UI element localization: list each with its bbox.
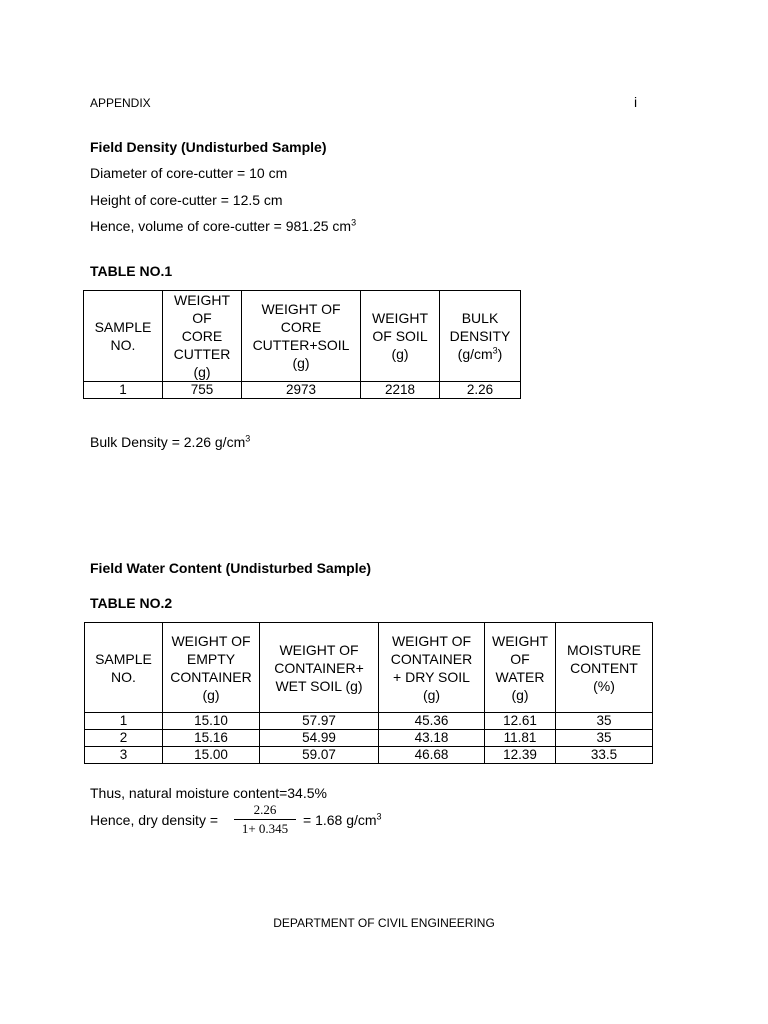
t1-header-core-cutter-weight: WEIGHT OF CORE CUTTER (g): [163, 291, 242, 382]
t1-cell: 1: [84, 382, 163, 399]
volume-line: Hence, volume of core-cutter = 981.25 $cm^3$: [90, 217, 357, 234]
t2-cell: 46.68: [379, 747, 485, 764]
fraction-bar: [234, 819, 296, 820]
header-appendix: APPENDIX: [90, 96, 151, 110]
t1-header-bulk-density: BULK DENSITY $(g/cm^3)$: [440, 291, 521, 382]
t2-cell: 1: [85, 713, 163, 730]
t2-cell: 43.18: [379, 730, 485, 747]
t2-cell: 59.07: [260, 747, 379, 764]
dry-density-prefix: Hence, dry density =: [90, 812, 219, 828]
t2-cell: 35: [556, 730, 653, 747]
t2-cell: 15.00: [163, 747, 260, 764]
diameter-line: Diameter of core-cutter = 10 cm: [90, 165, 288, 181]
t1-cell: 2218: [361, 382, 440, 399]
t2-cell: 12.39: [485, 747, 556, 764]
table-row: [85, 713, 653, 730]
table-row: [84, 382, 521, 399]
t2-cell: 15.16: [163, 730, 260, 747]
table-2: [84, 622, 653, 764]
t1-header-soil-weight: WEIGHT OF SOIL (g): [361, 291, 440, 382]
t2-cell: 15.10: [163, 713, 260, 730]
t2-header-water-weight: WEIGHT OF WATER (g): [485, 623, 556, 713]
t2-cell: 2: [85, 730, 163, 747]
section2-title: Field Water Content (Undisturbed Sample): [90, 560, 372, 576]
table1-title: TABLE NO.1: [90, 263, 173, 279]
t2-header-sample-no: SAMPLE NO.: [85, 623, 163, 713]
t2-cell: 57.97: [260, 713, 379, 730]
table2-title: TABLE NO.2: [90, 595, 173, 611]
table-1: [83, 290, 521, 399]
footer-department: DEPARTMENT OF CIVIL ENGINEERING: [273, 916, 495, 930]
section1-title: Field Density (Undisturbed Sample): [90, 139, 327, 155]
t2-cell: 35: [556, 713, 653, 730]
height-line: Height of core-cutter = 12.5 cm: [90, 192, 283, 208]
fraction-denominator: 1+ 0.345: [241, 821, 289, 836]
natural-moisture-line: Thus, natural moisture content=34.5%: [90, 785, 327, 801]
t2-cell: 54.99: [260, 730, 379, 747]
t2-header-container-dry-soil: WEIGHT OF CONTAINER + DRY SOIL (g): [379, 623, 485, 713]
t1-header-sample-no: SAMPLE NO.: [84, 291, 163, 382]
t2-cell: 33.5: [556, 747, 653, 764]
t1-cell: 755: [163, 382, 242, 399]
bulk-density-result: Bulk Density = 2.26 $g/cm^3$: [90, 433, 251, 450]
t1-cell: 2973: [242, 382, 361, 399]
t2-cell: 12.61: [485, 713, 556, 730]
t1-cell: 2.26: [440, 382, 521, 399]
dry-density-result: = 1.68 $g/cm^3$: [303, 811, 382, 828]
t2-header-empty-container: WEIGHT OF EMPTY CONTAINER (g): [163, 623, 260, 713]
table-row: [85, 730, 653, 747]
t2-cell: 11.81: [485, 730, 556, 747]
t2-cell: 3: [85, 747, 163, 764]
t2-header-container-wet-soil: WEIGHT OF CONTAINER+ WET SOIL (g): [260, 623, 379, 713]
t2-header-moisture-content: MOISTURE CONTENT (%): [556, 623, 653, 713]
table-row: [85, 747, 653, 764]
fraction-numerator: 2.26: [253, 802, 277, 817]
t2-cell: 45.36: [379, 713, 485, 730]
page-number: i: [634, 94, 638, 110]
t1-header-cutter-soil-weight: WEIGHT OF CORE CUTTER+SOIL (g): [242, 291, 361, 382]
